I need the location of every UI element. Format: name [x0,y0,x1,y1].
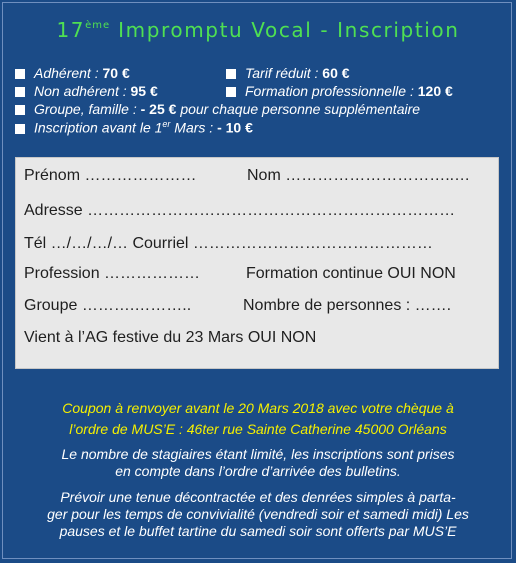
field-prenom[interactable]: Prénom ………………… [24,167,197,184]
coupon-text [0,398,516,440]
rate-non-adherent [15,83,158,99]
note-tenue-line-3: pauses et le buffet tartine du samedi soir sont offerts par MUS’E [59,523,457,539]
registration-form [15,157,499,369]
field-nom[interactable]: Nom …………………………..… [247,167,471,184]
note-stagiaires-line-1: Le nombre de stagiaires étant limité, les inscriptions sont prises [61,446,455,462]
note-tenue [0,489,516,540]
note-stagiaires [0,446,516,480]
field-profession[interactable]: Profession ……………… [24,265,201,282]
note-tenue-line-1: Prévoir une tenue décontractée et des denrées simples à parta- [60,489,456,505]
rate-tarif-reduit [226,65,350,81]
rate-adherent [15,65,130,81]
rate-groupe-price: - 25 € [140,101,177,117]
rate-non-adherent-label: Non adhérent : [34,83,127,99]
form-row-name [24,167,471,185]
rate-avant-price: - 10 € [217,119,253,136]
note-tenue-line-2: ger pour les temps de convivialité (vendredi soir et samedi midi) Les [47,506,469,522]
title-text: Impromptu Vocal - Inscription [110,18,460,42]
rate-tarif-reduit-label: Tarif réduit : [245,65,319,81]
rate-groupe-label: Groupe, famille : [34,101,137,117]
coupon-line-2: l’ordre de MUS’E : 46ter rue Sainte Catherine 45000 Orléans [69,421,447,437]
rate-formation-price: 120 € [417,83,453,99]
checkbox-groupe[interactable] [15,105,25,115]
checkbox-tarif-reduit[interactable] [226,69,236,79]
field-tel-courriel[interactable]: Tél …/…/…/… Courriel ……………………………………… [24,235,433,252]
form-row-profession [24,265,456,283]
field-nombre-personnes[interactable]: Nombre de personnes : ……. [243,297,452,314]
page-title [0,18,516,42]
field-ag-festive[interactable]: Vient à l’AG festive du 23 Mars OUI NON [24,329,317,346]
field-adresse[interactable]: Adresse …………………………………………………………… [24,202,456,219]
field-formation-continue[interactable]: Formation continue OUI NON [246,265,456,282]
rate-adherent-label: Adhérent : [34,65,99,81]
rate-avant [15,119,253,136]
rate-adherent-price: 70 € [102,65,130,81]
title-number: 17 [56,18,86,42]
checkbox-formation[interactable] [226,87,236,97]
checkbox-non-adherent[interactable] [15,87,25,97]
checkbox-adherent[interactable] [15,69,25,79]
rate-groupe [15,101,420,117]
rate-tarif-reduit-price: 60 € [322,65,350,81]
form-row-groupe [24,297,452,315]
rate-avant-label: Inscription avant le 1 [34,119,163,136]
note-stagiaires-line-2: en compte dans l’ordre d’arrivée des bulletins. [115,463,401,479]
field-groupe[interactable]: Groupe ……….……….. [24,297,192,314]
rate-formation [226,83,453,99]
rate-groupe-suffix: pour chaque personne supplémentaire [180,101,421,117]
rate-formation-label: Formation professionnelle : [245,83,414,99]
rate-avant-sup: er [162,119,171,129]
title-ordinal: ème [85,20,111,31]
rate-non-adherent-price: 95 € [130,83,158,99]
rate-avant-label-end: Mars : [170,119,214,136]
checkbox-avant[interactable] [15,124,25,134]
coupon-line-1: Coupon à renvoyer avant le 20 Mars 2018 avec votre chèque à [62,400,454,416]
